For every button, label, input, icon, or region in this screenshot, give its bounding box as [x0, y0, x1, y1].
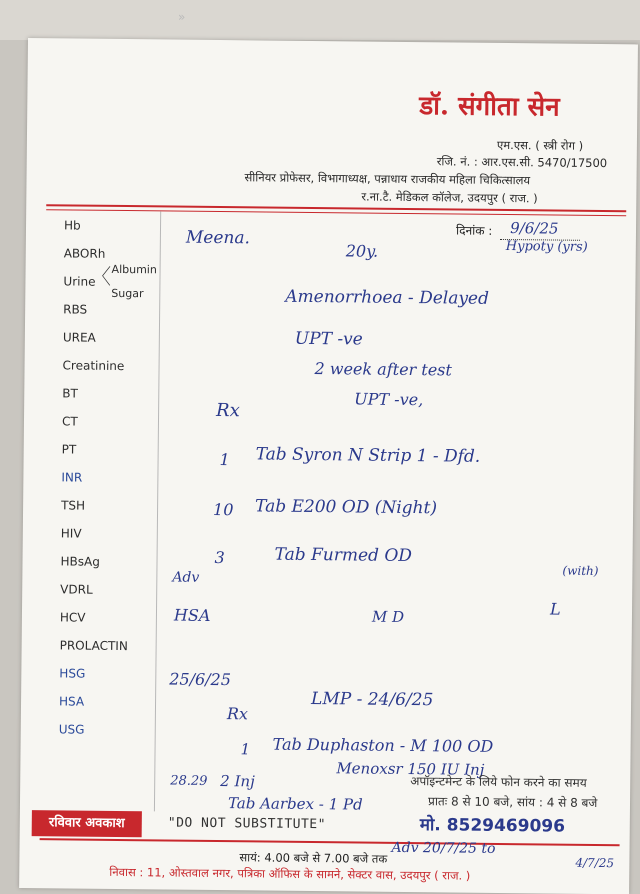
hw-md: M D: [371, 607, 405, 626]
hw-lmp: LMP - 24/6/25: [310, 689, 434, 711]
appointment-note: अपॉइन्टमेन्ट के लिये फोन करने का समय: [410, 774, 587, 790]
hw-adv: Adv: [172, 569, 200, 586]
test-hsg: HSG: [59, 666, 86, 681]
hw-med2-num: 10: [212, 499, 234, 520]
test-hiv: HIV: [60, 526, 82, 541]
registration-number: रजि. नं. : आर.एस.सी. 5470/17500: [436, 154, 608, 171]
date-value: 9/6/25: [510, 219, 559, 238]
test-hb: Hb: [63, 218, 81, 233]
urine-albumin: Albumin: [111, 262, 157, 277]
column-divider: [154, 211, 161, 811]
test-list: [58, 218, 164, 737]
do-not-substitute: "DO NOT SUBSTITUTE": [167, 815, 327, 833]
top-mark: »: [178, 10, 186, 24]
test-aborh: ABORh: [63, 246, 106, 261]
test-ct: CT: [61, 414, 78, 429]
hw-date2: 25/6/25: [169, 669, 232, 690]
background-strip: [0, 0, 640, 40]
hw-line2: UPT -ve: [294, 328, 363, 350]
test-hsa: HSA: [58, 694, 85, 709]
test-hbsag: HBsAg: [60, 554, 100, 569]
hw-med5: Menoxsr 150 IU Inj: [336, 759, 485, 779]
hw-med6-date: 28.29: [170, 773, 208, 789]
date-row: [456, 220, 580, 240]
hw-med3-note: (with): [562, 563, 599, 579]
residence-address: निवास : 11, ओस्तवाल नगर, पत्रिका ऑफिस के सामने, सेक्टर वास, उदयपुर ( राज. ): [109, 864, 471, 883]
doctor-name: डॉ. संगीता सेन: [419, 91, 560, 123]
hw-rx2: Rx: [226, 704, 249, 724]
designation: सीनियर प्रोफेसर, विभागाध्यक्ष, पन्नाधाय राजकीय महिला चिकित्सालय: [244, 170, 531, 188]
test-bt: BT: [62, 386, 78, 401]
hw-line4: UPT -ve,: [354, 389, 424, 410]
test-prolactin: PROLACTIN: [59, 638, 128, 654]
urine-sugar: Sugar: [111, 286, 144, 301]
test-urine: Urine: [63, 274, 96, 289]
hw-line1: Amenorrhoea - Delayed: [285, 286, 490, 309]
urine-bracket: [99, 265, 111, 287]
sunday-closed-badge: रविवार अवकाश: [32, 810, 142, 837]
test-rbs: RBS: [63, 302, 88, 317]
hw-med1: Tab Syron N Strip 1 - Dfd.: [255, 444, 481, 467]
hw-top-right: Hypoty (yrs): [505, 239, 588, 255]
footer-rule: [40, 838, 620, 846]
hw-med4-num: 1: [240, 740, 251, 759]
hw-med2: Tab E200 OD (Night): [255, 496, 438, 519]
hw-med1-num: 1: [219, 450, 230, 470]
hw-age: 20y.: [345, 241, 379, 261]
hw-med4: Tab Duphaston - M 100 OD: [272, 734, 494, 756]
hw-adv2: Adv 20/7/25 to: [391, 839, 496, 857]
hw-med3: Tab Furmed OD: [274, 544, 413, 567]
appointment-time: प्रातः 8 से 10 बजे, सांय : 4 से 8 बजे: [427, 794, 598, 811]
hw-med7: Tab Aarbex - 1 Pd: [227, 794, 363, 814]
hw-sign: 4/7/25: [575, 855, 615, 871]
hw-med6: 2 Inj: [220, 772, 255, 791]
college: र.ना.टै. मेडिकल कॉलेज, उदयपुर ( राज. ): [361, 189, 538, 206]
date-label: दिनांक :: [455, 223, 493, 238]
test-tsh: TSH: [61, 498, 86, 513]
hw-med3-num: 3: [214, 547, 225, 568]
date-field: [500, 221, 580, 241]
test-hcv: HCV: [59, 610, 86, 625]
hw-rx: Rx: [215, 399, 240, 422]
test-creatinine: Creatinine: [62, 358, 125, 374]
prescription-sheet: [19, 38, 638, 894]
mobile-number: मो. 8529469096: [419, 815, 566, 837]
hw-hsa: HSA: [173, 605, 211, 625]
hw-patient: Meena.: [185, 227, 251, 249]
qualification: एम.एस. ( स्त्री रोग ): [496, 137, 584, 153]
test-urea: UREA: [62, 330, 96, 345]
evening-hours: सायं: 4.00 बजे से 7.00 बजे तक: [239, 850, 388, 866]
test-usg: USG: [58, 722, 85, 737]
hw-line3: 2 week after test: [314, 359, 452, 380]
test-pt: PT: [61, 442, 77, 457]
test-vdrl: VDRL: [60, 582, 93, 597]
test-inr: INR: [61, 470, 83, 485]
hw-mark-l: L: [549, 599, 561, 619]
